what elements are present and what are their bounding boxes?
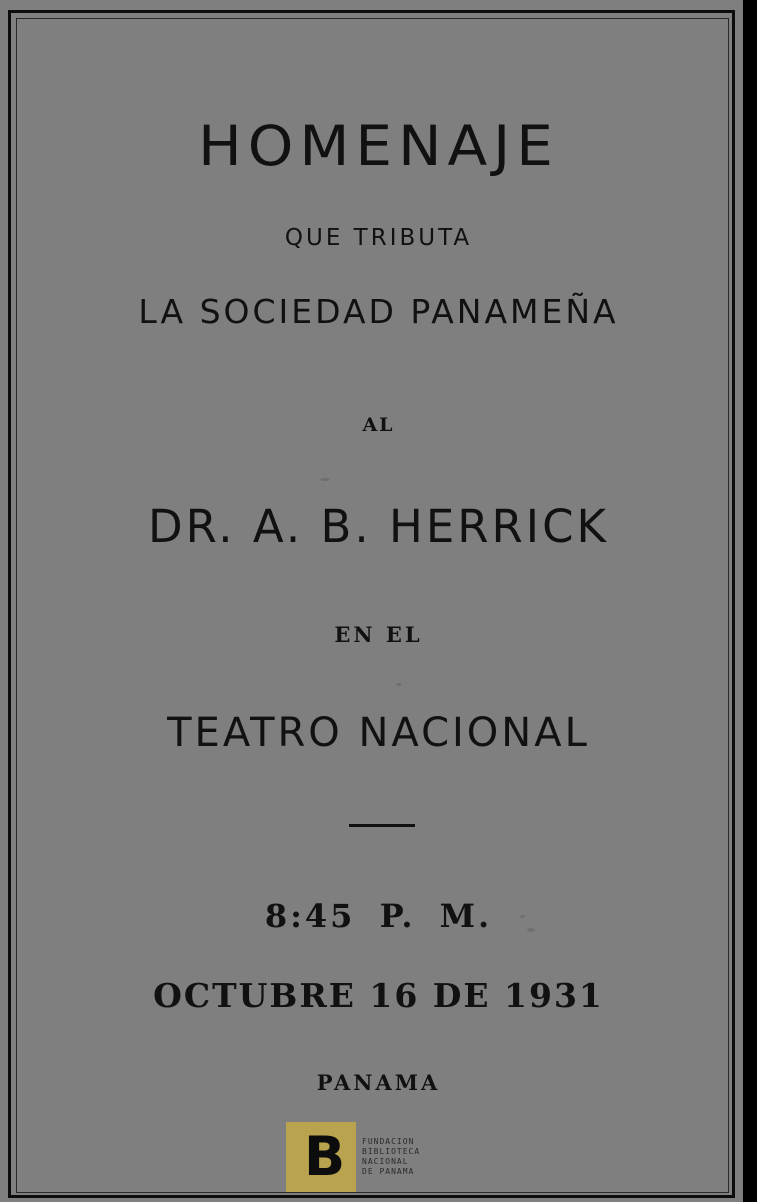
- event-time: 8:45 P. M.: [264, 897, 493, 935]
- subtitle-sociedad: LA SOCIEDAD PANAMEÑA: [138, 292, 619, 331]
- event-date: OCTUBRE 16 DE 1931: [153, 976, 604, 1015]
- divider-rule: [349, 824, 415, 827]
- inner-border: [16, 18, 729, 1193]
- scan-edge: [743, 0, 757, 1202]
- logo-text: [362, 1137, 470, 1177]
- logo-line-4: DE PANAMA: [362, 1167, 415, 1176]
- logo-mark: [286, 1122, 356, 1192]
- print-speck: [320, 478, 330, 481]
- preposition-al: AL: [362, 414, 395, 436]
- logo-letter: B: [304, 1125, 346, 1188]
- logo-line-1: FUNDACION: [362, 1137, 415, 1146]
- venue-name: TEATRO NACIONAL: [167, 710, 590, 756]
- print-speck: [396, 683, 402, 686]
- print-speck: [527, 928, 535, 932]
- subtitle-que-tributa: QUE TRIBUTA: [284, 225, 473, 251]
- logo-line-2: BIBLIOTECA: [362, 1147, 421, 1156]
- city-name: PANAMA: [316, 1070, 441, 1095]
- logo-line-3: NACIONAL: [362, 1157, 409, 1166]
- document-title: HOMENAJE: [198, 113, 559, 179]
- honoree-name: DR. A. B. HERRICK: [147, 500, 609, 553]
- print-speck: [520, 915, 525, 918]
- library-logo: [286, 1122, 470, 1192]
- preposition-en-el: EN EL: [334, 622, 423, 647]
